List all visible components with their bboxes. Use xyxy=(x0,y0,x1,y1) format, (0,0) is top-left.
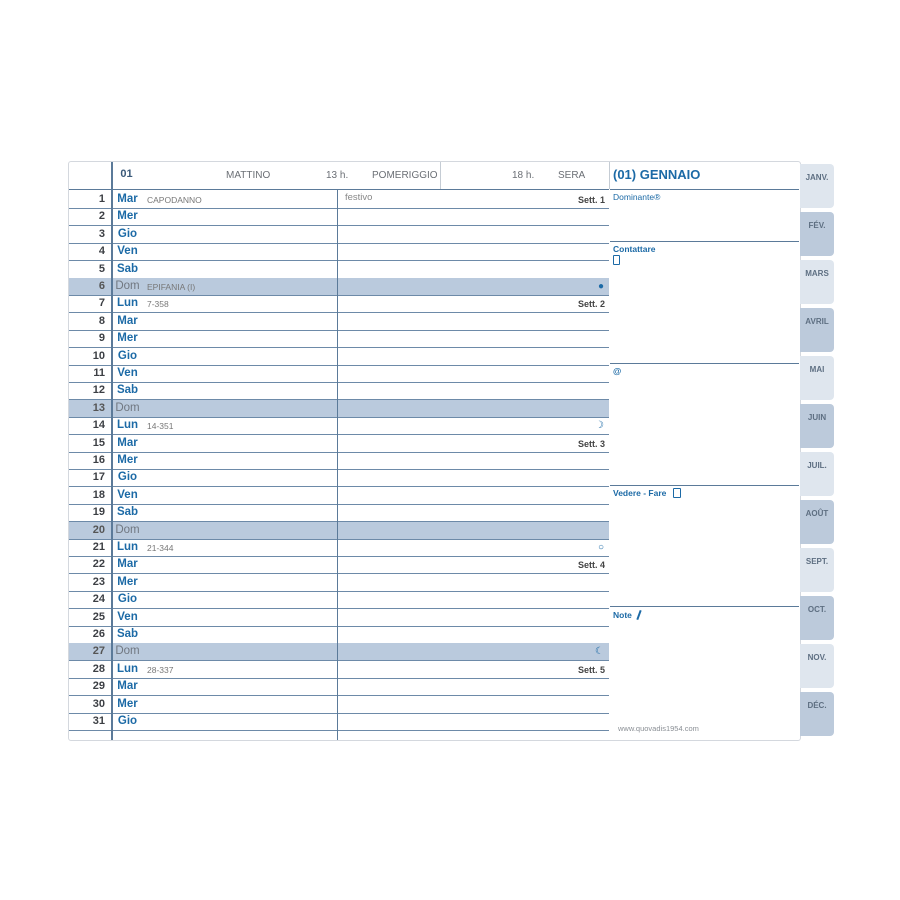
moon-phase-icon: ☾ xyxy=(595,646,604,658)
day-row[interactable] xyxy=(69,365,609,382)
day-number: 23 xyxy=(92,575,105,588)
day-number: 1 xyxy=(98,193,105,205)
day-number: 11 xyxy=(93,367,105,379)
day-note: 14-351 xyxy=(147,421,174,432)
day-note: CAPODANNO xyxy=(147,195,202,205)
day-name: Lun xyxy=(116,419,139,432)
day-name: Mer xyxy=(117,210,138,223)
month-tab[interactable]: AOÛT xyxy=(800,500,834,544)
day-row[interactable] xyxy=(69,713,609,730)
day-row[interactable] xyxy=(69,435,609,452)
day-row[interactable] xyxy=(69,452,609,469)
day-row[interactable] xyxy=(69,487,609,504)
day-name: Mer xyxy=(117,332,138,345)
afternoon-divider xyxy=(337,189,338,740)
day-name: Mer xyxy=(117,697,138,710)
day-row[interactable] xyxy=(69,522,609,539)
day-number: 27 xyxy=(92,645,105,658)
day-row[interactable] xyxy=(69,330,609,347)
day-name: Dom xyxy=(115,280,140,292)
day-number: 20 xyxy=(92,523,105,536)
day-row[interactable] xyxy=(69,278,609,295)
day-row[interactable] xyxy=(69,243,609,260)
day-number: 12 xyxy=(92,384,105,397)
day-row[interactable] xyxy=(69,539,609,556)
day-number: 25 xyxy=(92,610,105,623)
page-icon xyxy=(673,488,681,498)
title-rule xyxy=(610,189,799,190)
website-footer: www.quovadis1954.com xyxy=(618,724,699,733)
day-name: Ven xyxy=(117,367,138,379)
day-number: 15 xyxy=(92,436,105,449)
phone-icon xyxy=(613,255,620,265)
day-name: Dom xyxy=(115,401,140,414)
month-tabs xyxy=(800,164,836,740)
day-name: Ven xyxy=(117,610,138,623)
day-row[interactable] xyxy=(69,504,609,521)
month-tab[interactable]: FÉV. xyxy=(800,212,834,256)
month-number: 01 xyxy=(120,168,133,180)
day-name: Dom xyxy=(115,523,140,536)
day-number: 7 xyxy=(98,297,105,310)
day-row[interactable] xyxy=(69,643,609,660)
day-number: 5 xyxy=(98,262,105,275)
day-row[interactable] xyxy=(69,574,609,591)
day-name: Lun xyxy=(116,662,139,675)
month-tab[interactable]: MARS xyxy=(800,260,834,304)
day-name: Ven xyxy=(117,488,138,501)
day-number: 14 xyxy=(92,419,105,432)
week-label: Sett. 4 xyxy=(577,560,605,571)
day-name: Sab xyxy=(116,506,139,519)
day-row[interactable] xyxy=(69,313,609,330)
day-row[interactable] xyxy=(69,661,609,678)
day-row[interactable] xyxy=(69,348,609,365)
day-row[interactable] xyxy=(69,226,609,243)
contattare-rule xyxy=(610,363,799,364)
day-name: Ven xyxy=(117,245,138,258)
day-row[interactable] xyxy=(69,626,609,643)
month-tab[interactable]: NOV. xyxy=(800,644,834,688)
day-name: Lun xyxy=(116,541,139,553)
week-label: Sett. 5 xyxy=(577,664,605,675)
day-name: Gio xyxy=(117,715,138,727)
note-label: Note xyxy=(613,610,632,620)
18h-label: 18 h. xyxy=(512,170,535,181)
day-row[interactable] xyxy=(69,556,609,573)
day-name: Sab xyxy=(116,628,139,640)
day-number: 13 xyxy=(92,401,105,414)
day-row[interactable] xyxy=(69,295,609,312)
day-row[interactable] xyxy=(69,469,609,486)
day-row[interactable] xyxy=(69,678,609,695)
day-number: 18 xyxy=(92,488,105,501)
week-label: Sett. 3 xyxy=(577,438,605,449)
dominante-rule xyxy=(610,241,799,242)
month-title: (01) GENNAIO xyxy=(613,167,701,182)
day-name: Mar xyxy=(117,680,138,693)
day-name: Gio xyxy=(117,471,138,484)
month-tab[interactable]: JUIN xyxy=(800,404,834,448)
row-rule xyxy=(111,730,609,731)
day-number: 16 xyxy=(92,454,105,466)
day-note: 7-358 xyxy=(147,299,169,310)
day-name: Mar xyxy=(117,558,138,571)
day-row[interactable] xyxy=(69,382,609,399)
day-row[interactable] xyxy=(69,191,609,208)
month-tab[interactable]: DÉC. xyxy=(800,692,834,736)
moon-phase-icon: ☽ xyxy=(595,420,604,432)
day-number: 10 xyxy=(92,349,105,362)
day-row[interactable] xyxy=(69,261,609,278)
dominante-label: Dominante® xyxy=(613,192,661,202)
day-row[interactable] xyxy=(69,400,609,417)
vedere-rule xyxy=(610,606,799,607)
moon-phase-icon: ○ xyxy=(597,542,604,553)
day-number: 9 xyxy=(98,332,105,345)
day-number: 17 xyxy=(92,471,105,484)
day-note: 21-344 xyxy=(147,543,174,553)
day-number: 26 xyxy=(92,628,105,640)
day-number: 31 xyxy=(92,715,105,727)
header-rule xyxy=(69,189,609,190)
day-row[interactable] xyxy=(69,208,609,225)
contattare-label: Contattare xyxy=(613,244,656,254)
vedere-fare-label: Vedere - Fare xyxy=(613,488,667,498)
day-row[interactable] xyxy=(69,696,609,713)
day-number: 19 xyxy=(92,506,105,519)
day-number: 3 xyxy=(98,227,105,240)
day-name: Gio xyxy=(117,349,138,362)
at-rule xyxy=(610,485,799,486)
day-name: Mer xyxy=(117,575,138,588)
month-tab[interactable]: MAI xyxy=(800,356,834,400)
day-number: 30 xyxy=(92,697,105,710)
day-row[interactable] xyxy=(69,591,609,608)
day-name: Sab xyxy=(116,384,139,397)
header-divider xyxy=(440,162,441,189)
week-label: Sett. 2 xyxy=(577,299,605,310)
day-name: Mar xyxy=(117,193,138,205)
at-label: @ xyxy=(613,366,622,376)
pomeriggio-label: POMERIGGIO xyxy=(372,170,438,181)
week-label: Sett. 1 xyxy=(577,195,605,205)
month-tab[interactable]: SEPT. xyxy=(800,548,834,592)
day-number: 29 xyxy=(92,680,105,693)
13h-label: 13 h. xyxy=(326,170,349,181)
moon-phase-icon: ● xyxy=(597,281,604,292)
day-name: Gio xyxy=(117,593,138,606)
day-number: 6 xyxy=(98,280,105,292)
day-row[interactable] xyxy=(69,417,609,434)
planner-page xyxy=(68,161,801,741)
day-note: EPIFANIA (I) xyxy=(147,282,196,292)
header-divider-right xyxy=(609,162,610,189)
festivo-label: festivo xyxy=(345,192,373,203)
day-number: 4 xyxy=(98,245,105,258)
row-rule-left xyxy=(69,730,111,731)
day-name: Lun xyxy=(116,297,139,310)
day-number: 28 xyxy=(92,662,105,675)
day-number: 22 xyxy=(92,558,105,571)
month-tab[interactable]: AVRIL xyxy=(800,308,834,352)
day-name: Mar xyxy=(117,436,138,449)
day-name: Gio xyxy=(117,227,138,240)
pen-icon xyxy=(636,610,641,620)
month-tab[interactable]: OCT. xyxy=(800,596,834,640)
day-name: Sab xyxy=(116,262,139,275)
day-note: 28-337 xyxy=(147,664,174,675)
mattino-label: MATTINO xyxy=(226,170,271,181)
day-number: 21 xyxy=(92,541,105,553)
day-name: Mer xyxy=(117,454,138,466)
day-row[interactable] xyxy=(69,609,609,626)
day-name: Dom xyxy=(115,645,140,658)
day-number: 8 xyxy=(98,314,105,327)
sera-label: SERA xyxy=(558,170,586,181)
day-name: Mar xyxy=(117,314,138,327)
day-column-divider xyxy=(111,162,113,740)
day-number: 24 xyxy=(92,593,105,606)
month-tab[interactable]: JANV. xyxy=(800,164,834,208)
month-tab[interactable]: JUIL. xyxy=(800,452,834,496)
day-number: 2 xyxy=(98,210,105,223)
